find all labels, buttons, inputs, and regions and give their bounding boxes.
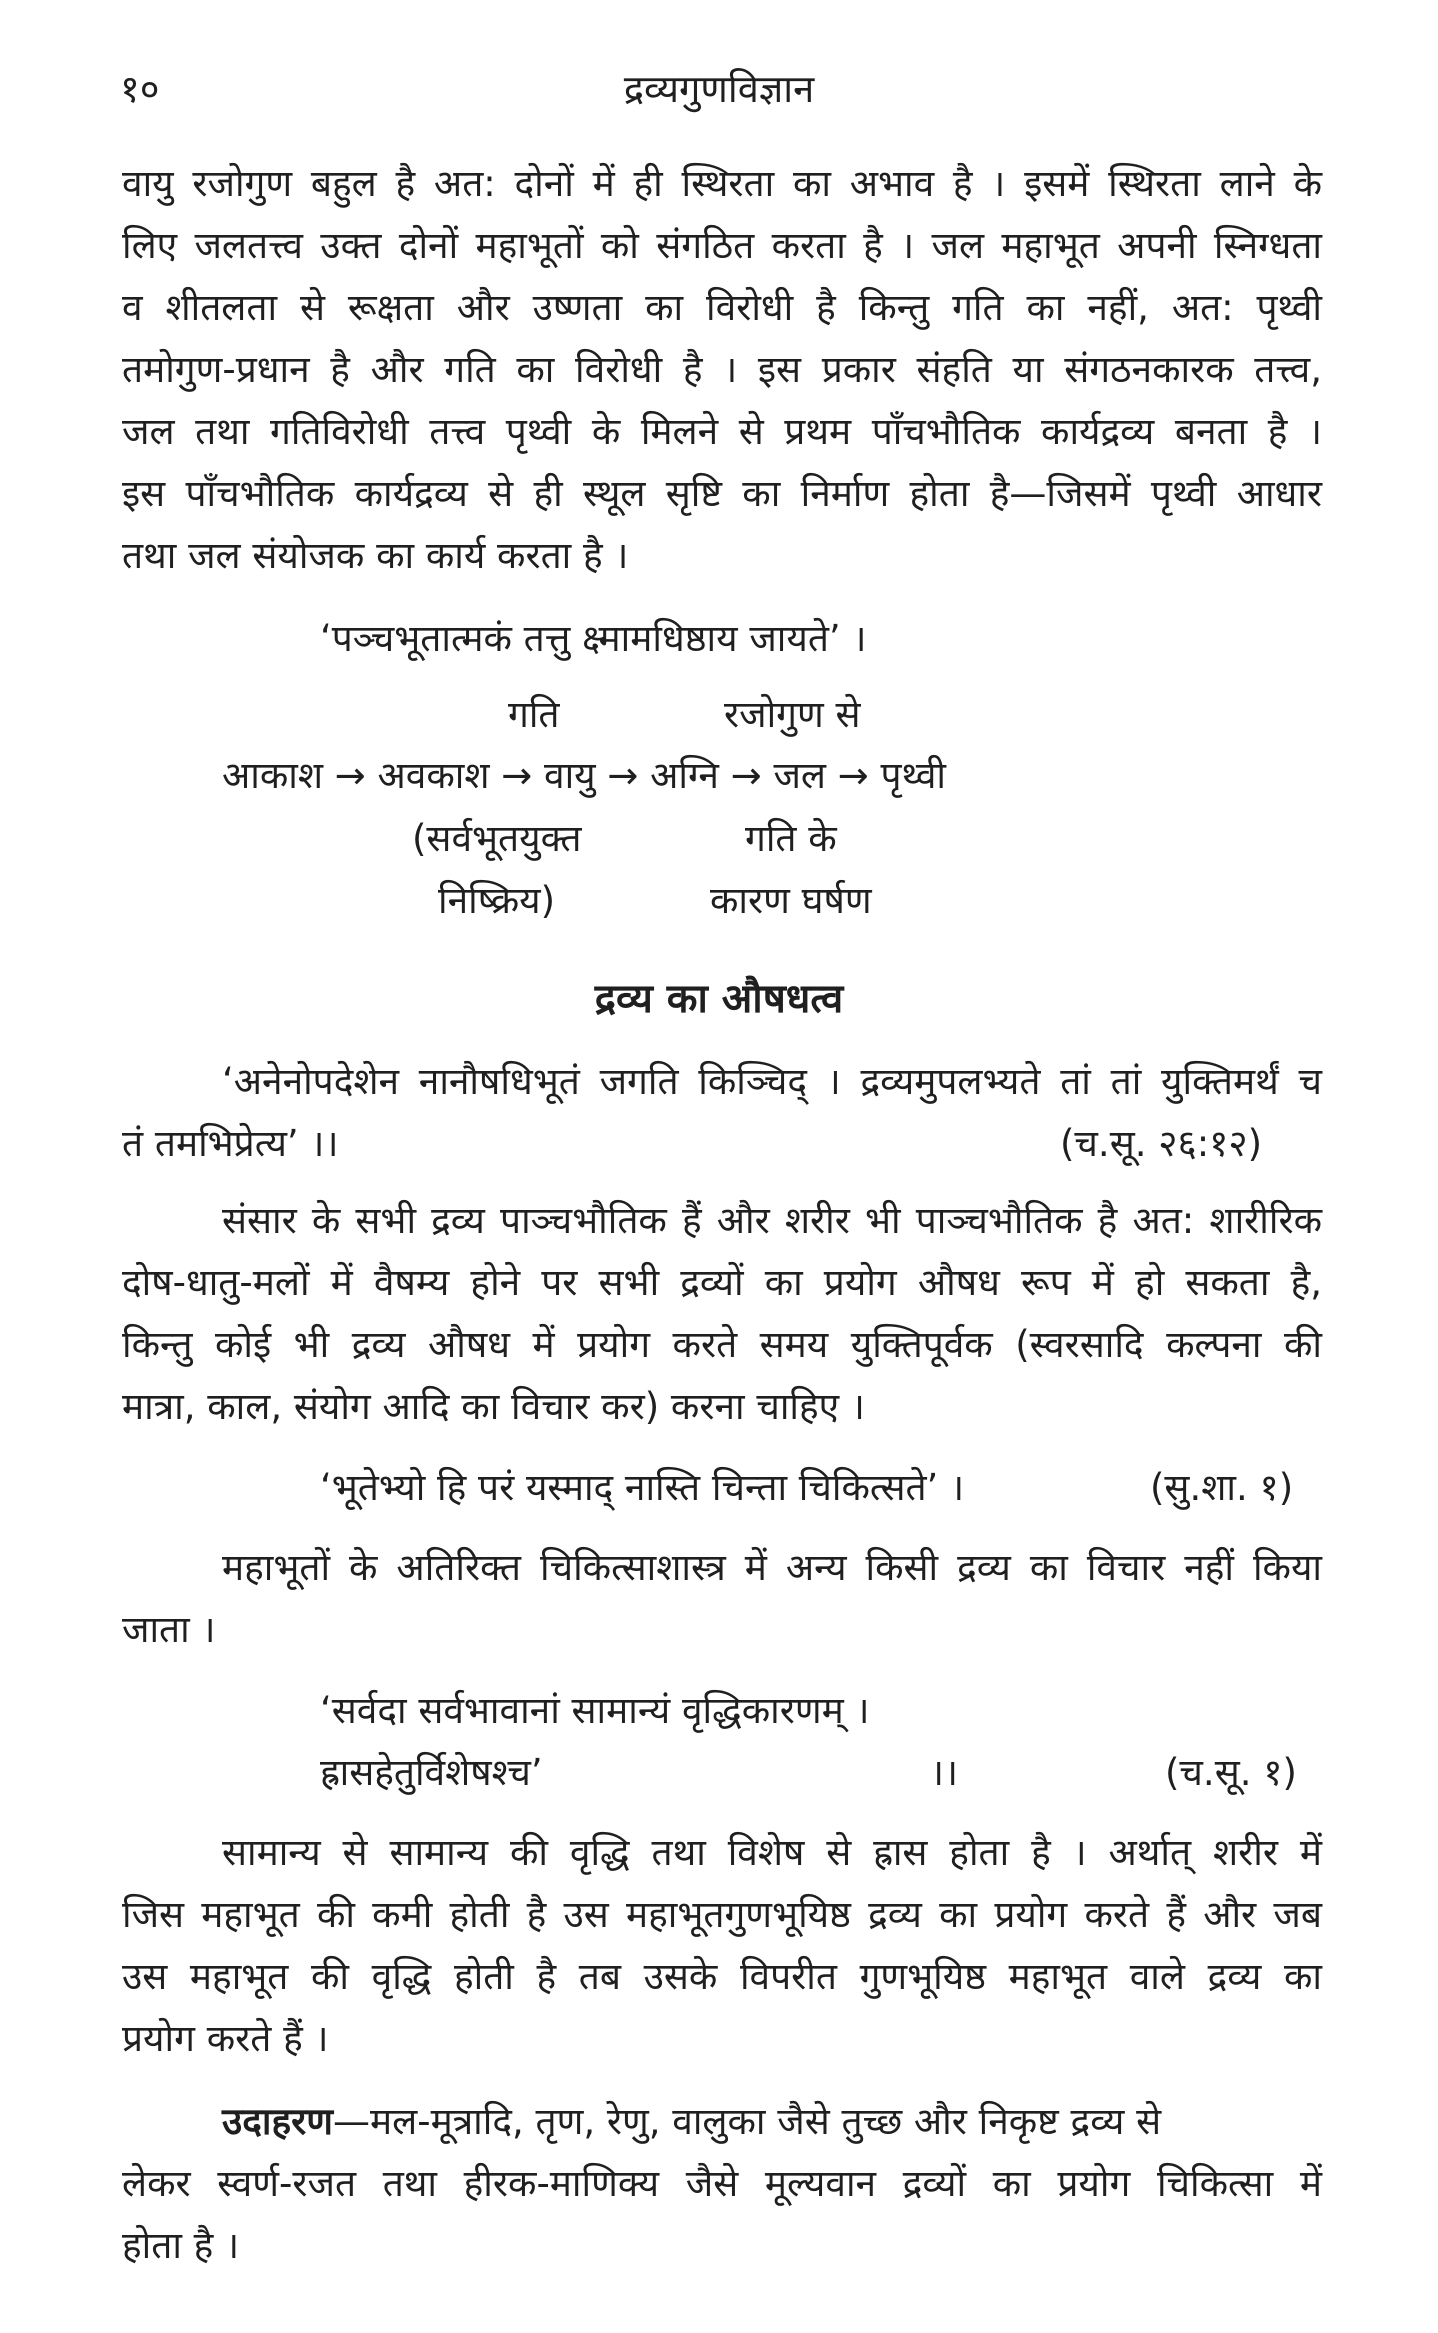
page-header (0, 58, 1438, 118)
paragraph-5-line-3: होता है । (122, 2224, 240, 2267)
quote-4-marker: ।। (930, 1751, 959, 1794)
paragraph-1-line-1: वायु रजोगुण बहुल है अत: दोनों में ही स्थिरता का अभाव है । इसमें स्थिरता लाने के (122, 162, 1322, 205)
paragraph-3-line-2: जाता । (122, 1608, 216, 1651)
paragraph-4-line-3: उस महाभूत की वृद्धि होती है तब उसके विपरीत गुणभूयिष्ठ महाभूत वाले द्रव्य का (122, 1955, 1322, 1998)
paragraph-2-line-3: किन्तु कोई भी द्रव्य औषध में प्रयोग करते समय युक्तिपूर्वक (स्वरसादि कल्पना की (122, 1323, 1322, 1366)
section-heading: द्रव्य का औषधत्व (594, 976, 844, 1022)
quote-3-reference: (सु.शा. १) (1150, 1466, 1294, 1509)
example-text: —मल-मूत्रादि, तृण, रेणु, वालुका जैसे तुच्छ और निकृष्ट द्रव्य से (333, 2100, 1162, 2143)
paragraph-5-line-2: लेकर स्वर्ण-रजत तथा हीरक-माणिक्य जैसे मूल्यवान द्रव्यों का प्रयोग चिकित्सा में (122, 2162, 1322, 2205)
diagram-bottom-right-label-2: कारण घर्षण (710, 879, 872, 922)
paragraph-1-line-3: व शीतलता से रूक्षता और उष्णता का विरोधी है किन्तु गति का नहीं, अत: पृथ्वी (122, 286, 1322, 329)
paragraph-4-line-1: सामान्य से सामान्य की वृद्धि तथा विशेष से ह्रास होता है । अर्थात् शरीर में (222, 1831, 1322, 1874)
diagram-bottom-left-label-2: निष्क्रिय) (438, 879, 556, 922)
example-label: उदाहरण (222, 2100, 334, 2143)
paragraph-4-line-2: जिस महाभूत की कमी होती है उस महाभूतगुणभूयिष्ठ द्रव्य का प्रयोग करते हैं और जब (122, 1893, 1322, 1936)
sanskrit-quote-2-line-1: ‘अनेनोपदेशेन नानौषधिभूतं जगति किञ्चिद् । द्रव्यमुपलभ्यते तां तां युक्तिमर्थं च (222, 1060, 1322, 1103)
sanskrit-quote-2-line-2: तं तमभिप्रेत्य’ ।। (122, 1122, 339, 1165)
paragraph-2-line-4: मात्रा, काल, संयोग आदि का विचार कर) करना चाहिए । (122, 1385, 865, 1428)
diagram-element-chain: आकाश → अवकाश → वायु → अग्नि → जल → पृथ्वी (222, 754, 946, 797)
diagram-top-left-label: गति (508, 693, 560, 736)
running-title: द्रव्यगुणविज्ञान (623, 67, 815, 111)
paragraph-1-line-2: लिए जलतत्त्व उक्त दोनों महाभूतों को संगठित करता है । जल महाभूत अपनी स्निग्धता (122, 224, 1322, 267)
paragraph-3-line-1: महाभूतों के अतिरिक्त चिकित्साशास्त्र में अन्य किसी द्रव्य का विचार नहीं किया (222, 1546, 1322, 1589)
diagram-top-right-label: रजोगुण से (724, 693, 861, 736)
paragraph-1-line-4: तमोगुण-प्रधान है और गति का विरोधी है । इस प्रकार संहति या संगठनकारक तत्त्व, (122, 348, 1322, 391)
paragraph-4-line-4: प्रयोग करते हैं । (122, 2017, 329, 2060)
paragraph-1-line-6: इस पाँचभौतिक कार्यद्रव्य से ही स्थूल सृष्टि का निर्माण होता है—जिसमें पृथ्वी आधार (122, 472, 1322, 515)
quote-2-reference: (च.सू. २६:१२) (1060, 1122, 1263, 1165)
diagram-bottom-left-label-1: (सर्वभूतयुक्त (412, 817, 582, 860)
quote-4-reference: (च.सू. १) (1165, 1751, 1297, 1794)
paragraph-1-line-7: तथा जल संयोजक का कार्य करता है । (122, 534, 629, 577)
sanskrit-quote-4-line-1: ‘सर्वदा सर्वभावानां सामान्यं वृद्धिकारणम् । (320, 1689, 870, 1732)
paragraph-2-line-2: दोष-धातु-मलों में वैषम्य होने पर सभी द्रव्यों का प्रयोग औषध रूप में हो सकता है, (122, 1261, 1322, 1304)
diagram-bottom-right-label-1: गति के (745, 817, 837, 860)
paragraph-2-line-1: संसार के सभी द्रव्य पाञ्चभौतिक हैं और शरीर भी पाञ्चभौतिक है अत: शारीरिक (222, 1199, 1322, 1242)
page-number: १० (120, 67, 160, 111)
paragraph-5-line-1 (222, 2091, 1322, 2153)
sanskrit-quote-3: ‘भूतेभ्यो हि परं यस्माद् नास्ति चिन्ता चिकित्सते’ । (320, 1466, 965, 1509)
sanskrit-quote-1: ‘पञ्चभूतात्मकं तत्तु क्ष्मामधिष्ठाय जायते’ । (320, 617, 867, 660)
paragraph-1-line-5: जल तथा गतिविरोधी तत्त्व पृथ्वी के मिलने से प्रथम पाँचभौतिक कार्यद्रव्य बनता है । (122, 410, 1322, 453)
sanskrit-quote-4-line-2: ह्रासहेतुर्विशेषश्च’ (320, 1751, 543, 1794)
